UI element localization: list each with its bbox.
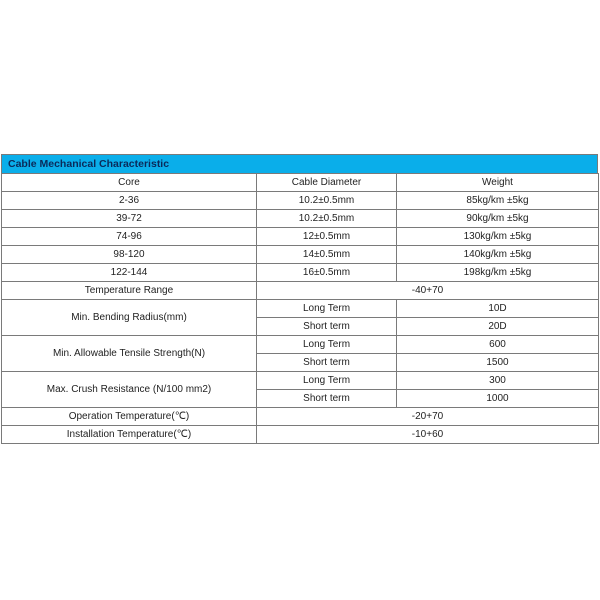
crush-short-label: Short term: [257, 390, 397, 408]
diameter-cell: 14±0.5mm: [257, 246, 397, 264]
diameter-cell: 16±0.5mm: [257, 264, 397, 282]
operation-temperature-value: -20+70: [257, 408, 599, 426]
core-cell: 74-96: [2, 228, 257, 246]
header-weight: Weight: [397, 174, 599, 192]
bending-long-value: 10D: [397, 300, 599, 318]
operation-temperature-row: [2, 408, 599, 426]
weight-cell: 198kg/km ±5kg: [397, 264, 599, 282]
bending-short-label: Short term: [257, 318, 397, 336]
weight-cell: 90kg/km ±5kg: [397, 210, 599, 228]
crush-long-value: 300: [397, 372, 599, 390]
bending-radius-row: [2, 300, 599, 318]
operation-temperature-label: Operation Temperature(℃): [2, 408, 257, 426]
tensile-short-label: Short term: [257, 354, 397, 372]
spec-table-container: [1, 154, 598, 444]
weight-cell: 130kg/km ±5kg: [397, 228, 599, 246]
bending-short-value: 20D: [397, 318, 599, 336]
installation-temperature-label: Installation Temperature(℃): [2, 426, 257, 444]
temperature-range-value: -40+70: [257, 282, 599, 300]
table-row: [2, 192, 599, 210]
cable-mechanical-table: [1, 173, 599, 444]
bending-radius-label: Min. Bending Radius(mm): [2, 300, 257, 336]
crush-short-value: 1000: [397, 390, 599, 408]
header-core: Core: [2, 174, 257, 192]
table-row: [2, 264, 599, 282]
core-cell: 122-144: [2, 264, 257, 282]
crush-long-label: Long Term: [257, 372, 397, 390]
tensile-strength-label: Min. Allowable Tensile Strength(N): [2, 336, 257, 372]
diameter-cell: 12±0.5mm: [257, 228, 397, 246]
table-title: Cable Mechanical Characteristic: [1, 154, 598, 173]
table-row: [2, 246, 599, 264]
crush-resistance-label: Max. Crush Resistance (N/100 mm2): [2, 372, 257, 408]
installation-temperature-row: [2, 426, 599, 444]
core-cell: 39-72: [2, 210, 257, 228]
weight-cell: 140kg/km ±5kg: [397, 246, 599, 264]
header-diameter: Cable Diameter: [257, 174, 397, 192]
crush-resistance-row: [2, 372, 599, 390]
temperature-range-label: Temperature Range: [2, 282, 257, 300]
diameter-cell: 10.2±0.5mm: [257, 210, 397, 228]
core-cell: 2-36: [2, 192, 257, 210]
bending-long-label: Long Term: [257, 300, 397, 318]
diameter-cell: 10.2±0.5mm: [257, 192, 397, 210]
core-cell: 98-120: [2, 246, 257, 264]
tensile-short-value: 1500: [397, 354, 599, 372]
header-row: [2, 174, 599, 192]
tensile-strength-row: [2, 336, 599, 354]
tensile-long-label: Long Term: [257, 336, 397, 354]
table-row: [2, 228, 599, 246]
temperature-range-row: [2, 282, 599, 300]
installation-temperature-value: -10+60: [257, 426, 599, 444]
table-row: [2, 210, 599, 228]
weight-cell: 85kg/km ±5kg: [397, 192, 599, 210]
tensile-long-value: 600: [397, 336, 599, 354]
